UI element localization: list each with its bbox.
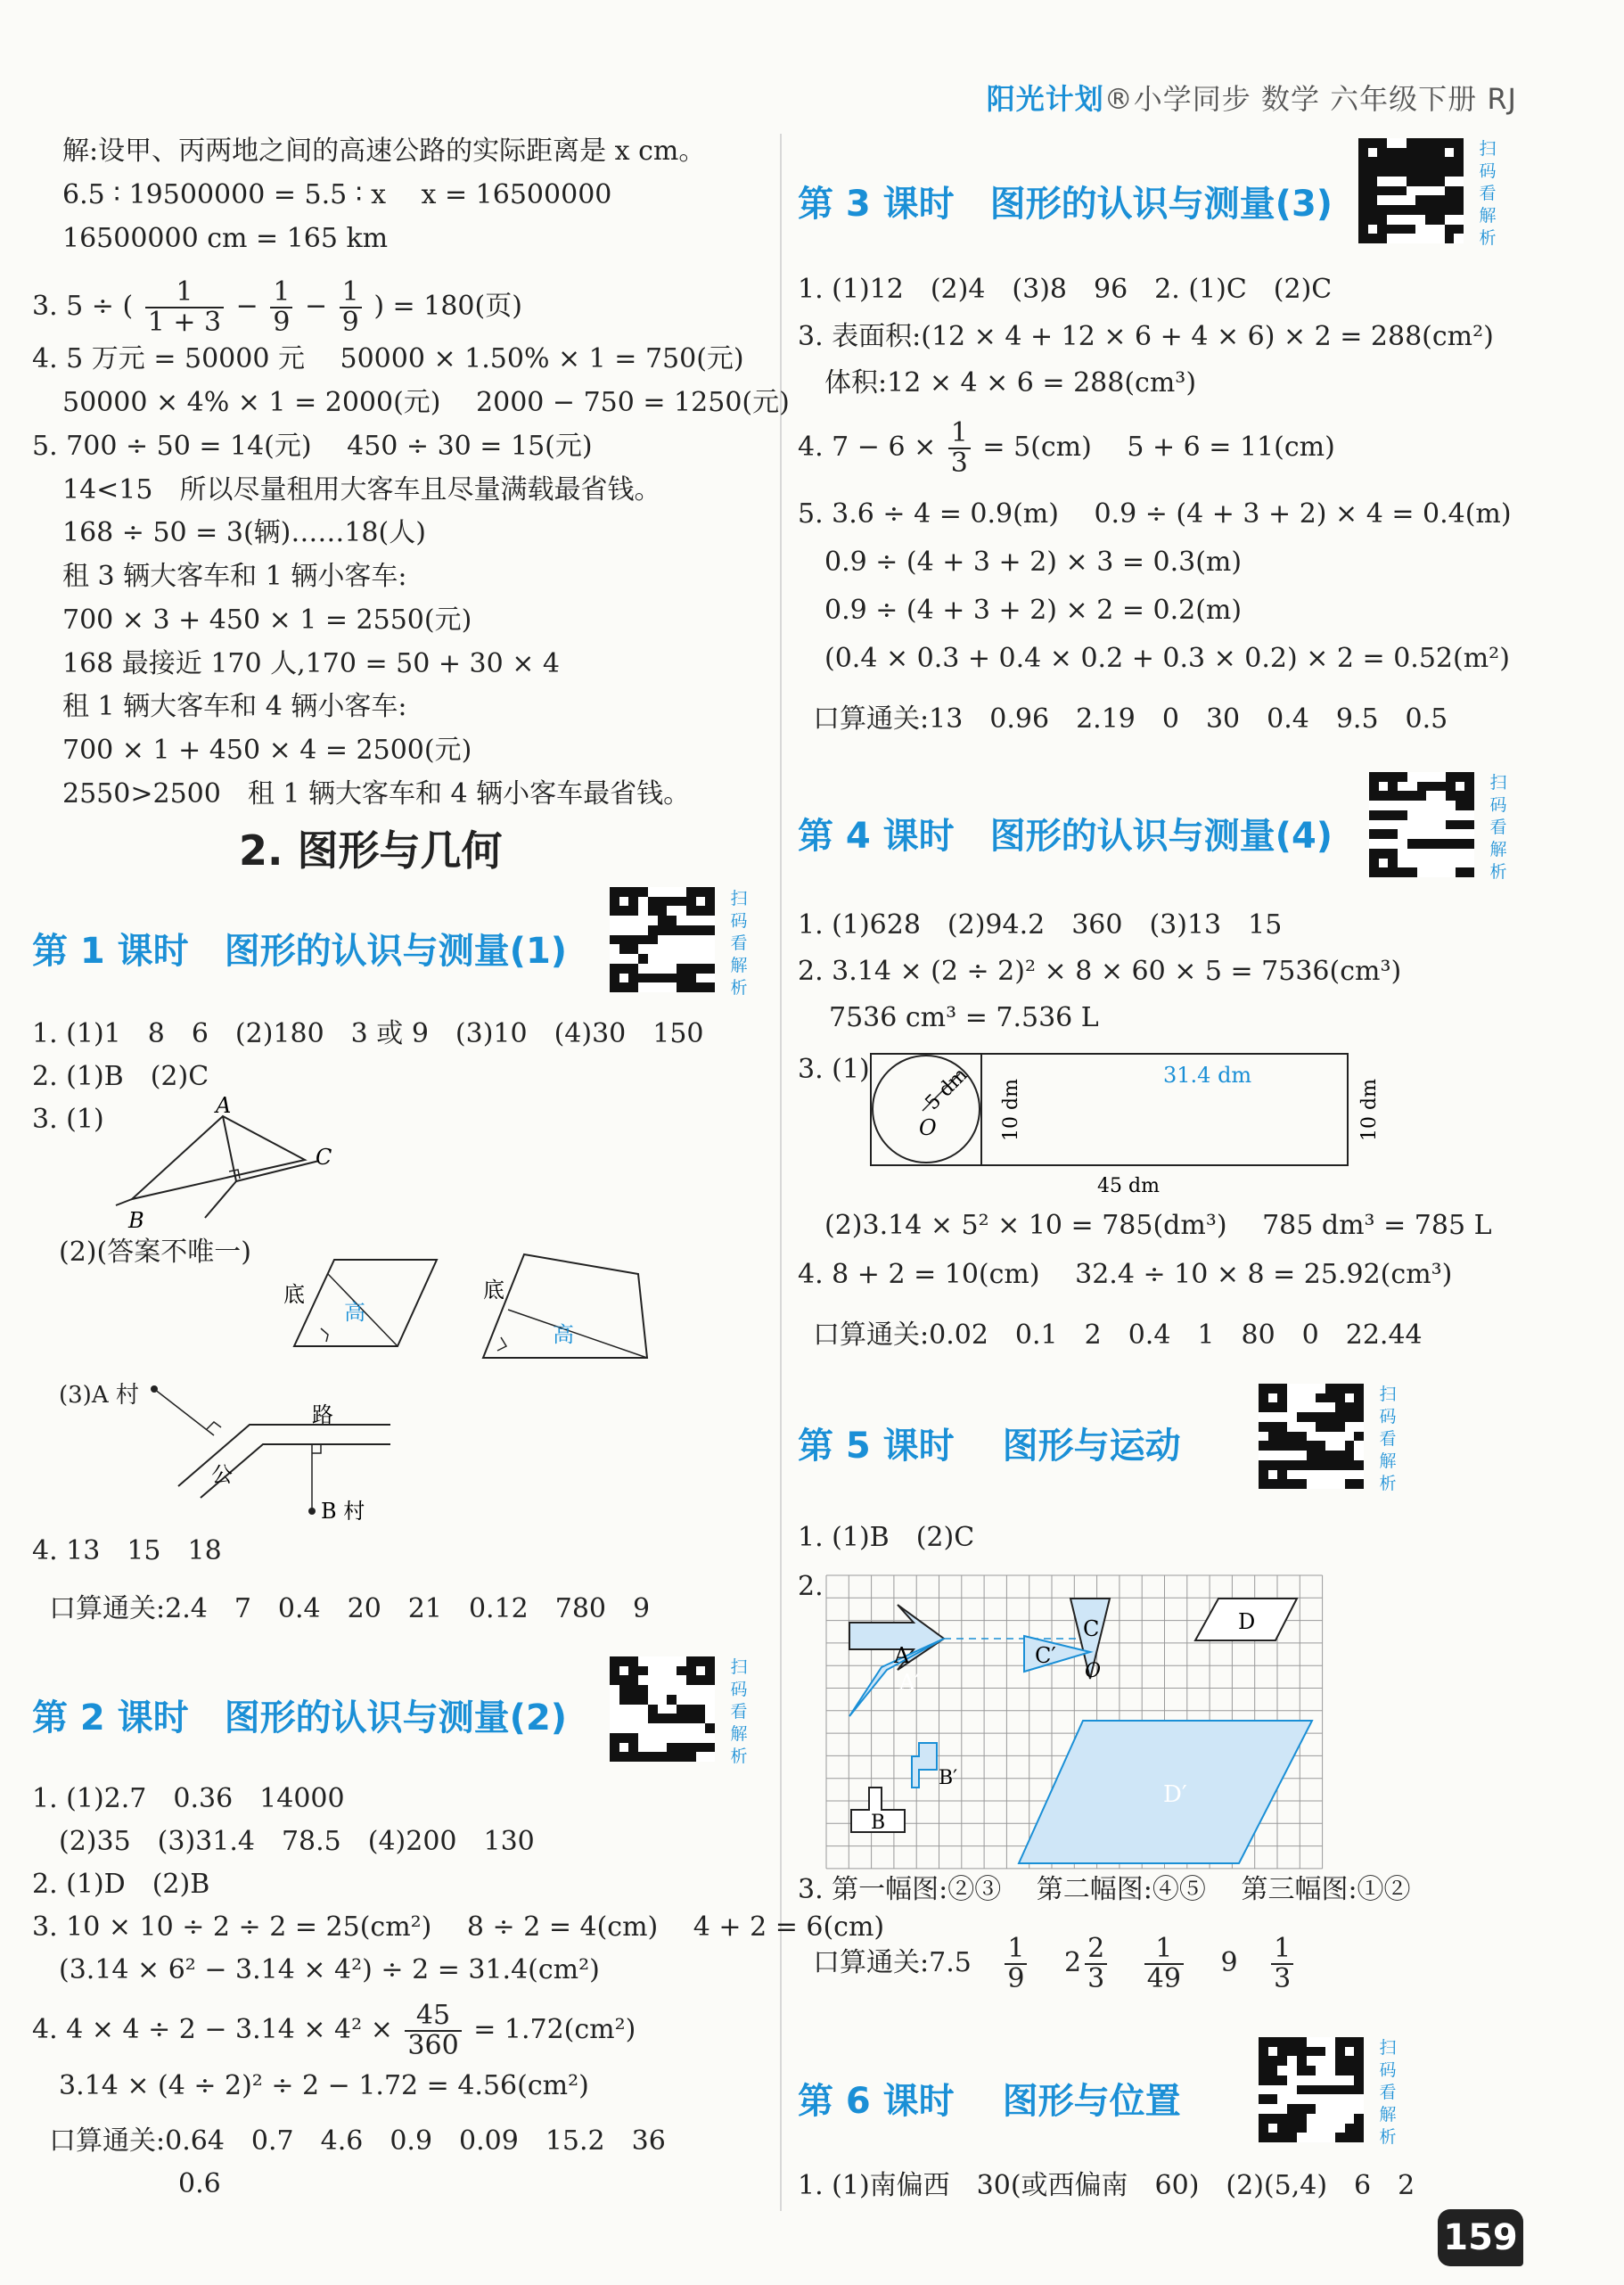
village-b-label: B 村 <box>321 1499 365 1524</box>
answer-line: 7536 cm³ = 7.536 L <box>829 1002 1099 1033</box>
scan-hint: 扫码看解析 <box>730 889 748 998</box>
shape-d-prime: D′ <box>1163 1781 1187 1808</box>
answer-line: 体积:12 × 4 × 6 = 288(cm³) <box>824 367 1197 399</box>
kousuan-line: 口算通关:0.64 0.7 4.6 0.9 0.09 15.2 36 <box>49 2125 666 2157</box>
answer-line: 3. 第一幅图:②③ 第二幅图:④⑤ 第三幅图:①② <box>798 1874 1411 1905</box>
minus: − <box>235 291 258 322</box>
qr-code-icon[interactable] <box>610 887 715 992</box>
shape-a: A <box>894 1643 910 1668</box>
qr-code-icon[interactable] <box>610 1656 715 1762</box>
point-o: O <box>1085 1660 1102 1682</box>
parallelogram-figures <box>285 1253 660 1377</box>
answer-line: 3. 表面积:(12 × 4 + 12 × 6 + 4 × 6) × 2 = 288(cm²) <box>798 321 1494 352</box>
answer-line: 5. 700 ÷ 50 = 14(元) 450 ÷ 30 = 15(元) <box>32 431 593 462</box>
header-reg: ® <box>1103 82 1134 116</box>
center-o: O <box>919 1115 937 1140</box>
answer-line: 5. 3.6 ÷ 4 = 0.9(m) 0.9 ÷ (4 + 3 + 2) × 4 = 0.4(m) <box>798 498 1512 530</box>
label-c: C <box>316 1145 332 1170</box>
answer-line: 2. 3.14 × (2 ÷ 2)² × 8 × 60 × 5 = 7536(cm³) <box>798 956 1402 987</box>
length-label: 31.4 dm <box>1163 1063 1252 1088</box>
shape-c: C <box>1083 1616 1100 1641</box>
village-a-label: (3)A 村 <box>59 1382 139 1409</box>
label-di: 底 <box>283 1282 305 1307</box>
road-label: 路 <box>312 1402 333 1427</box>
answer-line: 1. (1)B (2)C <box>798 1522 975 1553</box>
scan-hint: 扫码看解析 <box>730 1657 748 1766</box>
qr-code-icon[interactable] <box>1259 2037 1364 2142</box>
mixed-whole: 2 <box>1064 1947 1082 1978</box>
kousuan-line: 口算通关:2.4 7 0.4 20 21 0.12 780 9 <box>49 1593 651 1624</box>
shape-b: B <box>871 1812 886 1834</box>
answer-line: 2550>2500 租 1 辆大客车和 4 辆小客车最省钱。 <box>62 778 691 810</box>
kousuan-line: 口算通关:0.02 0.1 2 0.4 1 80 0 22.44 <box>813 1319 1423 1351</box>
shape-d: D <box>1238 1609 1256 1634</box>
answer-line: 4. 8 + 2 = 10(cm) 32.4 ÷ 10 × 8 = 25.92(cm³) <box>798 1259 1453 1290</box>
kousuan-line: 口算通关:13 0.96 2.19 0 30 0.4 9.5 0.5 <box>813 703 1448 735</box>
fraction: $\frac{1}{1 + 3}$ <box>145 278 224 337</box>
q4-post: = 5(cm) 5 + 6 = 11(cm) <box>982 432 1335 463</box>
answer-line: (3.14 × 6² − 3.14 × 4²) ÷ 2 = 31.4(cm²) <box>59 1954 600 1985</box>
lesson-2-title: 第 2 课时 图形的认识与测量(2) <box>32 1697 568 1738</box>
answer-line: 3. (1) <box>798 1054 870 1085</box>
answer-line: 3.14 × (4 ÷ 2)² ÷ 2 − 1.72 = 4.56(cm²) <box>59 2070 589 2101</box>
label-b: B <box>128 1208 144 1233</box>
lesson-1-title: 第 1 课时 图形的认识与测量(1) <box>32 931 568 972</box>
kousuan-line: 0.6 <box>178 2168 221 2199</box>
answer-line: 1. (1)2.7 0.36 14000 <box>32 1783 345 1814</box>
transformation-grid <box>824 1574 1359 1868</box>
radius-label: 5 dm <box>921 1064 972 1115</box>
answer-q4 <box>32 2001 636 2060</box>
answer-line: 1. (1)12 (2)4 (3)8 96 2. (1)C (2)C <box>798 274 1333 305</box>
answer-q3 <box>32 278 522 337</box>
fraction: $\frac{1}{3}$ <box>1271 1935 1293 1993</box>
scan-hint: 扫码看解析 <box>1489 773 1507 882</box>
answer-line: 2. <box>798 1571 824 1602</box>
answer-line: 1. (1)1 8 6 (2)180 3 或 9 (3)10 (4)30 150 <box>32 1018 704 1049</box>
answer-line: 14<15 所以尽量租用大客车且尽量满载最省钱。 <box>62 474 661 505</box>
kousuan-label: 口算通关:7.5 <box>813 1947 972 1978</box>
answer-line: 3. 10 × 10 ÷ 2 ÷ 2 = 25(cm²) 8 ÷ 2 = 4(cm) 4 + 2 = 6(cm) <box>32 1911 885 1943</box>
label-gao: 高 <box>553 1322 574 1347</box>
answer-line: 4. 5 万元 = 50000 元 50000 × 1.50% × 1 = 750(元) <box>32 343 744 374</box>
fraction: $\frac{1}{49}$ <box>1144 1935 1184 1993</box>
q4-post: = 1.72(cm²) <box>473 2014 636 2045</box>
fraction: $\frac{1}{9}$ <box>270 278 292 337</box>
answer-line: 3. (1) <box>32 1104 104 1135</box>
answer-line: 168 ÷ 50 = 3(辆)……18(人) <box>62 517 426 548</box>
lesson-3-title: 第 3 课时 图形的认识与测量(3) <box>798 184 1333 225</box>
answer-line: 租 3 辆大客车和 1 辆小客车: <box>62 561 407 592</box>
answer-line: 700 × 1 + 450 × 4 = 2500(元) <box>62 735 472 766</box>
answer-line: 4. 13 15 18 <box>32 1535 222 1566</box>
scan-hint: 扫码看解析 <box>1379 2038 1397 2147</box>
answer-line: 50000 × 4% × 1 = 2000(元) 2000 − 750 = 1250(元) <box>62 387 790 418</box>
q4-pre: 4. 4 × 4 ÷ 2 − 3.14 × 4² × <box>32 2014 393 2045</box>
fraction: $\frac{2}{3}$ <box>1085 1935 1107 1993</box>
q3-post: ) = 180(页) <box>373 291 522 322</box>
answer-line: 2. (1)B (2)C <box>32 1061 209 1092</box>
shape-b-prime: B′ <box>939 1767 958 1789</box>
answer-line: 700 × 3 + 450 × 1 = 2550(元) <box>62 604 472 636</box>
shape-a-prime: A′ <box>899 1670 920 1695</box>
qr-code-icon[interactable] <box>1358 138 1464 243</box>
section-title: 2. 图形与几何 <box>239 826 503 875</box>
scan-hint: 扫码看解析 <box>1379 1385 1397 1493</box>
answer-line: 6.5 ∶ 19500000 = 5.5 ∶ x x = 16500000 <box>62 179 612 210</box>
shape-c-prime: C′ <box>1035 1643 1056 1668</box>
lesson-4-title: 第 4 课时 图形的认识与测量(4) <box>798 816 1333 857</box>
answer-line: 0.9 ÷ (4 + 3 + 2) × 3 = 0.3(m) <box>824 547 1243 578</box>
width-label: 45 dm <box>1097 1175 1160 1197</box>
answer-line: (2)(答案不唯一) <box>59 1237 251 1268</box>
label-di: 底 <box>483 1278 504 1303</box>
answer-line: 1. (1)南偏西 30(或西偏南 60) (2)(5,4) 6 2 <box>798 2170 1415 2201</box>
answer-line: 168 最接近 170 人,170 = 50 + 30 × 4 <box>62 648 560 679</box>
answer-line: 0.9 ÷ (4 + 3 + 2) × 2 = 0.2(m) <box>824 595 1243 626</box>
answer-line: 租 1 辆大客车和 4 辆小客车: <box>62 691 407 722</box>
column-divider <box>780 134 782 2211</box>
answer-line: 解:设甲、丙两地之间的高速公路的实际距离是 x cm。 <box>62 136 706 167</box>
qr-code-icon[interactable] <box>1369 772 1474 877</box>
lesson-5-title: 第 5 课时 图形与运动 <box>798 1426 1181 1467</box>
kousuan-line <box>813 1935 1297 1993</box>
road-figure <box>152 1386 419 1529</box>
scan-hint: 扫码看解析 <box>1479 139 1497 248</box>
answer-line: 1. (1)628 (2)94.2 360 (3)13 15 <box>798 909 1283 941</box>
fraction: $\frac{1}{9}$ <box>340 278 362 337</box>
q4-pre: 4. 7 − 6 × <box>798 432 937 463</box>
label-a: A <box>216 1093 232 1118</box>
answer-q4 <box>798 419 1335 478</box>
answer-line: 16500000 cm = 165 km <box>62 223 389 254</box>
page-number-text: 159 <box>1443 2217 1518 2258</box>
header-subtitle: 小学同步 数学 六年级下册 RJ <box>1133 82 1517 116</box>
cylinder-net-figure <box>869 1052 1386 1195</box>
q3-pre: 3. 5 ÷ ( <box>32 291 134 322</box>
lesson-6-title: 第 6 课时 图形与位置 <box>798 2081 1181 2122</box>
height-label-1: 10 dm <box>1000 1079 1022 1141</box>
qr-code-icon[interactable] <box>1259 1384 1364 1489</box>
height-label-2: 10 dm <box>1358 1079 1381 1141</box>
answer-line: (2)35 (3)31.4 78.5 (4)200 130 <box>59 1826 535 1857</box>
answer-line: 2. (1)D (2)B <box>32 1869 210 1900</box>
kousuan-value: 9 <box>1220 1947 1238 1978</box>
page-number <box>1438 2209 1523 2266</box>
minus: − <box>304 291 328 322</box>
road-label-2: 公 <box>211 1462 233 1487</box>
label-gao: 高 <box>344 1300 365 1325</box>
header-brand: 阳光计划 <box>986 82 1104 116</box>
triangle-figure <box>116 1093 348 1239</box>
fraction: $\frac{1}{3}$ <box>948 419 971 478</box>
page-header <box>987 77 1517 118</box>
answer-line: (0.4 × 0.3 + 0.4 × 0.2 + 0.3 × 0.2) × 2 = 0.52(m²) <box>824 643 1510 674</box>
fraction: $\frac{1}{9}$ <box>1005 1935 1027 1993</box>
answer-line: (2)3.14 × 5² × 10 = 785(dm³) 785 dm³ = 785 L <box>824 1210 1492 1241</box>
fraction: $\frac{45}{360}$ <box>405 2001 461 2060</box>
